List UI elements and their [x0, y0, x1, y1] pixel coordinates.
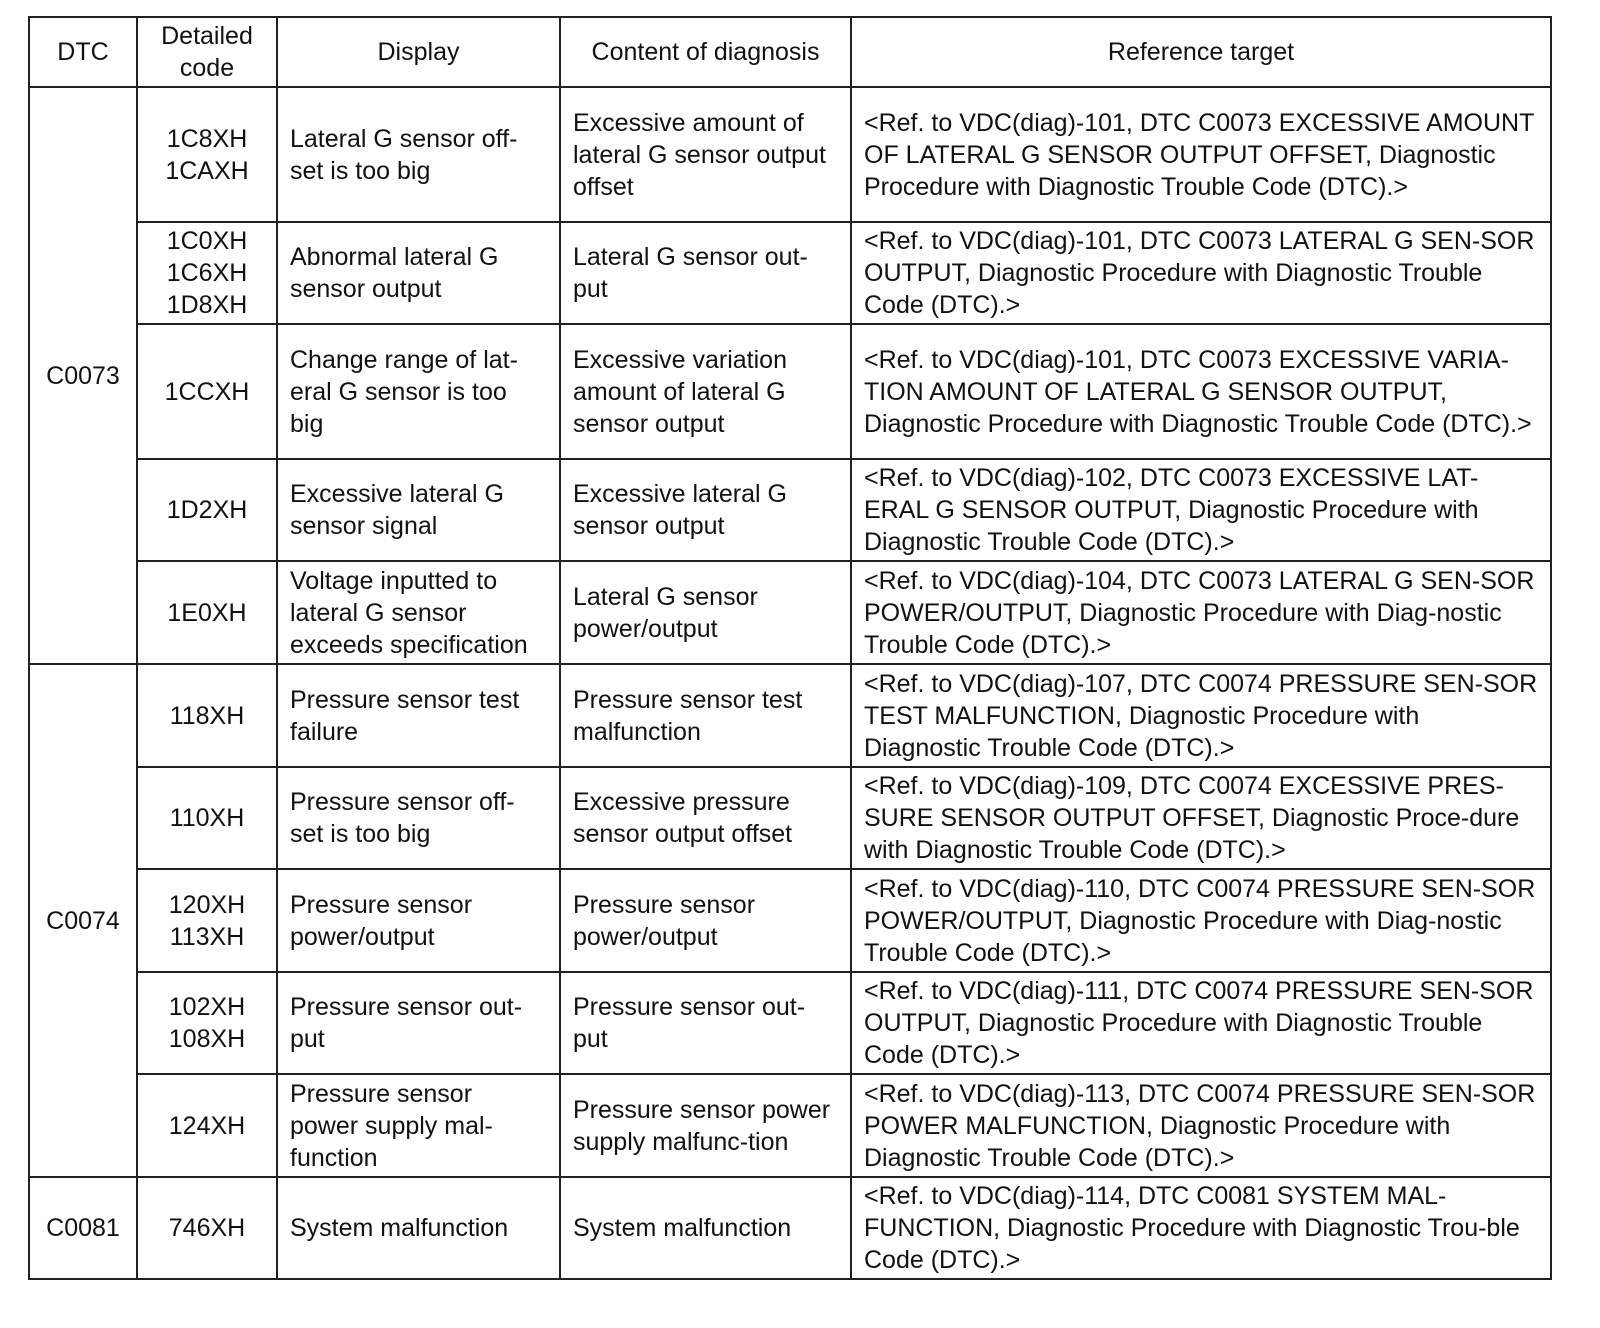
- display-cell: Pressure sensor power supply mal-function: [277, 1074, 560, 1177]
- display-cell: System malfunction: [277, 1177, 560, 1279]
- dtc-cell: C0074: [29, 664, 137, 1177]
- dtc-cell: C0081: [29, 1177, 137, 1279]
- detailed-code-cell: [137, 324, 277, 459]
- display-cell: Excessive lateral G sensor signal: [277, 459, 560, 561]
- reference-cell: <Ref. to VDC(diag)-110, DTC C0074 PRESSURE SEN-SOR POWER/OUTPUT, Diagnostic Procedure with Diag-nostic Trouble Code (DTC).>: [851, 869, 1551, 972]
- detailed-code: 102XH: [168, 993, 246, 1021]
- content-cell: Excessive amount of lateral G sensor output offset: [560, 87, 851, 222]
- display-cell: Pressure sensor power/output: [277, 869, 560, 972]
- header-display: Display: [277, 17, 560, 87]
- detailed-code: 1D8XH: [166, 291, 248, 319]
- display-cell: Pressure sensor test failure: [277, 664, 560, 767]
- content-cell: Lateral G sensor power/output: [560, 561, 851, 664]
- detailed-code: 1C6XH: [166, 259, 248, 287]
- header-row: [29, 17, 1551, 87]
- reference-cell: <Ref. to VDC(diag)-109, DTC C0074 EXCESSIVE PRES-SURE SENSOR OUTPUT OFFSET, Diagnostic Proce-dure with Diagnostic Trouble Code (DTC).>: [851, 767, 1551, 869]
- display-cell: Abnormal lateral G sensor output: [277, 222, 560, 324]
- header-dtc: DTC: [29, 17, 137, 87]
- table-row: [29, 1177, 1551, 1279]
- header-reference: Reference target: [851, 17, 1551, 87]
- detailed-code-cell: [137, 561, 277, 664]
- reference-cell: <Ref. to VDC(diag)-101, DTC C0073 EXCESSIVE AMOUNT OF LATERAL G SENSOR OUTPUT OFFSET, Diagnostic Procedure with Diagnostic Trouble Code (DTC).>: [851, 87, 1551, 222]
- detailed-code: 110XH: [169, 804, 245, 832]
- detailed-code-cell: [137, 972, 277, 1074]
- table-row: [29, 561, 1551, 664]
- table-row: [29, 972, 1551, 1074]
- detailed-code: 113XH: [169, 922, 245, 951]
- content-cell: Excessive pressure sensor output offset: [560, 767, 851, 869]
- reference-cell: <Ref. to VDC(diag)-113, DTC C0074 PRESSURE SEN-SOR POWER MALFUNCTION, Diagnostic Procedure with Diagnostic Trouble Code (DTC).>: [851, 1074, 1551, 1177]
- content-cell: Pressure sensor test malfunction: [560, 664, 851, 767]
- detailed-code-cell: [137, 1074, 277, 1177]
- content-cell: Pressure sensor power supply malfunc-tion: [560, 1074, 851, 1177]
- display-cell: Pressure sensor off-set is too big: [277, 767, 560, 869]
- table-row: [29, 459, 1551, 561]
- reference-cell: <Ref. to VDC(diag)-101, DTC C0073 LATERAL G SEN-SOR OUTPUT, Diagnostic Procedure with Diagnostic Trouble Code (DTC).>: [851, 222, 1551, 324]
- reference-cell: <Ref. to VDC(diag)-114, DTC C0081 SYSTEM MAL-FUNCTION, Diagnostic Procedure with Diagnostic Trou-ble Code (DTC).>: [851, 1177, 1551, 1279]
- detailed-code-cell: [137, 1177, 277, 1279]
- detailed-code-cell: [137, 459, 277, 561]
- table-row: [29, 222, 1551, 324]
- display-cell: Pressure sensor out-put: [277, 972, 560, 1074]
- detailed-code: 120XH: [168, 890, 246, 919]
- content-cell: System malfunction: [560, 1177, 851, 1279]
- detailed-code-cell: [137, 767, 277, 869]
- display-cell: Lateral G sensor off-set is too big: [277, 87, 560, 222]
- reference-cell: <Ref. to VDC(diag)-102, DTC C0073 EXCESSIVE LAT-ERAL G SENSOR OUTPUT, Diagnostic Procedure with Diagnostic Trouble Code (DTC).>: [851, 459, 1551, 561]
- detailed-code: 1CCXH: [164, 377, 250, 406]
- content-cell: Pressure sensor out-put: [560, 972, 851, 1074]
- table-row: [29, 1074, 1551, 1177]
- content-cell: Excessive variation amount of lateral G sensor output: [560, 324, 851, 459]
- detailed-code: 124XH: [168, 1111, 246, 1140]
- header-detailed-code: Detailed code: [137, 17, 277, 87]
- detailed-code-cell: [137, 87, 277, 222]
- table-row: [29, 869, 1551, 972]
- display-cell: Change range of lat-eral G sensor is too big: [277, 324, 560, 459]
- detailed-code-cell: [137, 664, 277, 767]
- detailed-code: 746XH: [168, 1214, 246, 1242]
- header-content: Content of diagnosis: [560, 17, 851, 87]
- reference-cell: <Ref. to VDC(diag)-111, DTC C0074 PRESSURE SEN-SOR OUTPUT, Diagnostic Procedure with Diagnostic Trouble Code (DTC).>: [851, 972, 1551, 1074]
- reference-cell: <Ref. to VDC(diag)-107, DTC C0074 PRESSURE SEN-SOR TEST MALFUNCTION, Diagnostic Procedure with Diagnostic Trouble Code (DTC).>: [851, 664, 1551, 767]
- table-body: [29, 87, 1551, 1279]
- table-row: [29, 767, 1551, 869]
- detailed-code: 1CAXH: [165, 156, 249, 185]
- content-cell: Lateral G sensor out-put: [560, 222, 851, 324]
- reference-cell: <Ref. to VDC(diag)-104, DTC C0073 LATERAL G SEN-SOR POWER/OUTPUT, Diagnostic Procedure with Diag-nostic Trouble Code (DTC).>: [851, 561, 1551, 664]
- detailed-code: 1D2XH: [166, 496, 248, 524]
- detailed-code-cell: [137, 869, 277, 972]
- detailed-code: 1C8XH: [166, 124, 248, 153]
- detailed-code-cell: [137, 222, 277, 324]
- detailed-code: 118XH: [169, 701, 245, 730]
- reference-cell: <Ref. to VDC(diag)-101, DTC C0073 EXCESSIVE VARIA-TION AMOUNT OF LATERAL G SENSOR OUTPUT, Diagnostic Procedure with Diagnostic Trouble Code (DTC).>: [851, 324, 1551, 459]
- content-cell: Pressure sensor power/output: [560, 869, 851, 972]
- display-cell: Voltage inputted to lateral G sensor exceeds specification: [277, 561, 560, 664]
- table-row: [29, 664, 1551, 767]
- table-row: [29, 87, 1551, 222]
- detailed-code: 1E0XH: [167, 598, 247, 627]
- content-cell: Excessive lateral G sensor output: [560, 459, 851, 561]
- detailed-code: 1C0XH: [166, 227, 248, 255]
- dtc-table: [28, 16, 1552, 1280]
- dtc-cell: C0073: [29, 87, 137, 664]
- detailed-code: 108XH: [168, 1025, 246, 1053]
- table-row: [29, 324, 1551, 459]
